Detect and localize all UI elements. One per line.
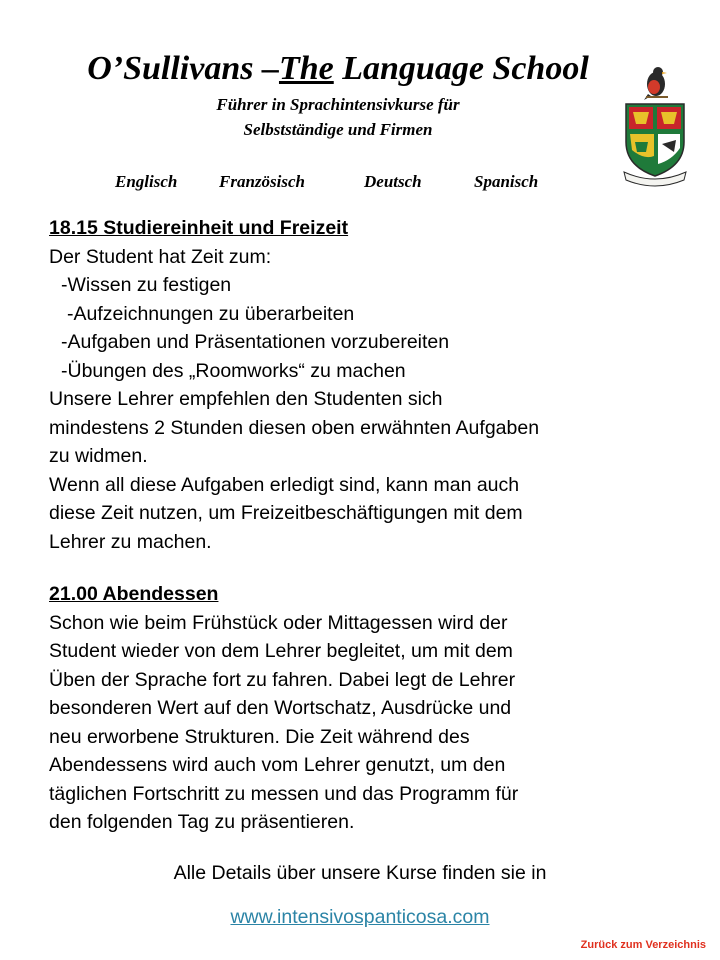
language-list xyxy=(0,171,676,193)
paragraph-line: Student wieder von dem Lehrer begleitet, um mit dem xyxy=(49,640,513,662)
section-dinner xyxy=(49,580,689,837)
language-french: Französisch xyxy=(219,172,305,191)
language-english: Englisch xyxy=(115,172,178,191)
school-title-the: The xyxy=(278,50,334,87)
paragraph-line: den folgenden Tag zu präsentieren. xyxy=(49,811,355,833)
section-heading: 21.00 Abendessen xyxy=(49,583,219,605)
paragraph-line: mindestens 2 Stunden diesen oben erwähnten Aufgaben xyxy=(49,416,540,439)
list-item: -Wissen zu festigen xyxy=(61,274,232,296)
section-study-time xyxy=(49,214,689,556)
paragraph-line: Lehrer zu machen. xyxy=(49,530,212,553)
paragraph-line: Unsere Lehrer empfehlen den Studenten sich xyxy=(49,388,443,410)
language-spanish: Spanisch xyxy=(474,172,539,191)
back-to-index-link[interactable]: Zurück zum Verzeichnis xyxy=(580,939,706,951)
paragraph-line: neu erworbene Strukturen. Die Zeit während des xyxy=(49,725,470,748)
paragraph-line: Der Student hat Zeit zum: xyxy=(49,245,272,268)
subtitle-line-1: Führer in Sprachintensivkurse für xyxy=(216,95,460,114)
paragraph-line: diese Zeit nutzen, um Freizeitbeschäftigungen mit dem xyxy=(49,502,523,524)
subtitle-line-2: Selbstständige und Firmen xyxy=(243,120,433,139)
list-item: -Aufgaben und Präsentationen vorzubereiten xyxy=(61,331,450,353)
list-item: -Übungen des „Roomworks“ zu machen xyxy=(61,359,406,382)
school-title-suffix: Language School xyxy=(333,50,589,87)
list-item: -Aufzeichnungen zu überarbeiten xyxy=(67,302,355,325)
school-title xyxy=(0,48,676,90)
course-details-text: Alle Details über unsere Kurse finden sie in xyxy=(173,862,547,884)
paragraph-line: besonderen Wert auf den Wortschatz, Ausdrücke und xyxy=(49,697,512,719)
website-link[interactable]: www.intensivospanticosa.com xyxy=(230,906,490,928)
paragraph-line: täglichen Fortschritt zu messen und das Programm für xyxy=(49,782,519,805)
school-crest-icon xyxy=(618,60,692,190)
paragraph-line: Schon wie beim Frühstück oder Mittagessen wird der xyxy=(49,611,508,634)
paragraph-line: Abendessens wird auch vom Lehrer genutzt, um den xyxy=(49,754,506,776)
paragraph-line: Üben der Sprache fort zu fahren. Dabei legt de Lehrer xyxy=(49,668,516,691)
school-title-prefix: O’Sullivans – xyxy=(87,50,279,87)
language-german: Deutsch xyxy=(364,172,422,191)
section-heading: 18.15 Studiereinheit und Freizeit xyxy=(49,217,349,239)
paragraph-line: Wenn all diese Aufgaben erledigt sind, kann man auch xyxy=(49,473,520,496)
paragraph-line: zu widmen. xyxy=(49,445,148,467)
bird-icon xyxy=(644,67,668,100)
